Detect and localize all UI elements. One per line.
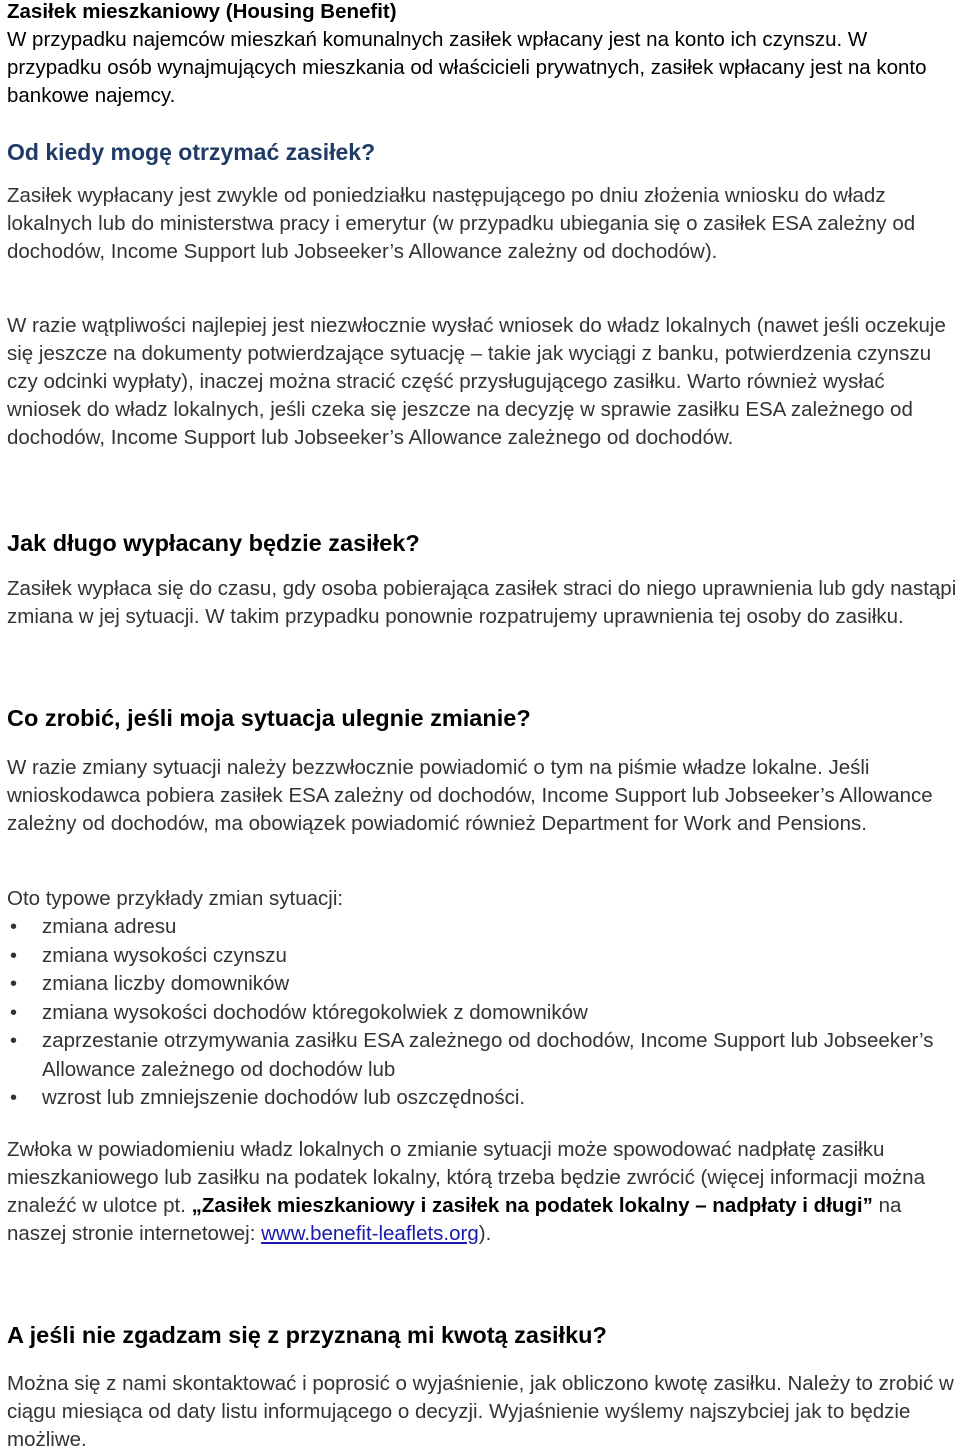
- housing-text: W przypadku najemców mieszkań komunalnych zasiłek wpłacany jest na konto ich czynszu. W przypadku osób wynajmujących mieszkania od właścicieli prywatnych, zasiłek wpłacany jest na konto bankowe najemcy.: [7, 28, 927, 107]
- leaflet-title: „Zasiłek mieszkaniowy i zasiłek na podatek lokalny – nadpłaty i długi”: [191, 1194, 873, 1217]
- how-long-body: [7, 575, 957, 631]
- change-heading: Co zrobić, jeśli moja sytuacja ulegnie zmianie?: [7, 705, 531, 731]
- disagree-text: Można się z nami skontaktować i poprosić o wyjaśnienie, jak obliczono kwotę zasiłku. Należy to zrobić w ciągu miesiąca od daty listu informującego o decyzji. Wyjaśnienie wyślemy najszybciej jak to będzie możliwe.: [7, 1372, 954, 1451]
- change-para2: Zwłoka w powiadomieniu władz lokalnych o zmianie sytuacji może spowodować nadpłatę zasiłku mieszkaniowego lub zasiłku na podatek lokalny, którą trzeba będzie zwrócić (więcej informacji można znaleźć w ulotce pt. „Zasiłek mieszkaniowy i zasiłek na podatek lokalny – nadpłaty i długi” na naszej stronie internetowej: www.benefit-leaflets.org).: [7, 1138, 925, 1245]
- change-list-block: [7, 885, 957, 1113]
- housing-section: [7, 0, 957, 110]
- how-long-text: Zasiłek wypłaca się do czasu, gdy osoba pobierająca zasiłek straci do niego uprawnienia lub gdy nastąpi zmiana w jej sytuacji. W takim przypadku ponownie rozpatrujemy uprawnienia tej osoby do zasiłku.: [7, 577, 957, 628]
- list-item: • zaprzestanie otrzymywania zasiłku ESA zależnego od dochodów, Income Support lub Jobseeker’s Allowance zależnego od dochodów lub: [10, 1029, 934, 1081]
- disagree-body: [7, 1370, 957, 1454]
- from-when-body-2: [7, 312, 957, 452]
- change-body: [7, 754, 957, 838]
- bullet-icon: •: [10, 916, 18, 938]
- from-when-para2: W razie wątpliwości najlepiej jest niezwłocznie wysłać wniosek do władz lokalnych (nawet jeśli oczekuje się jeszcze na dokumenty potwierdzające sytuację – takie jak wyciągi z banku, potwierdzenia czynszu czy odcinki wypłaty), inaczej można stracić część przysługującego zasiłku. Warto również wysłać wniosek do władz lokalnych, jeśli czeka się jeszcze na decyzję w sprawie zasiłku ESA zależnego od dochodów, Income Support lub Jobseeker’s Allowance zależnego od dochodów.: [7, 314, 946, 449]
- bullet-icon: •: [10, 973, 18, 995]
- change-section: [7, 703, 957, 733]
- disagree-section: [7, 1320, 957, 1350]
- list-item: • zmiana liczby domowników: [7, 970, 957, 999]
- how-long-section: [7, 528, 957, 558]
- list-item: • zmiana wysokości czynszu: [7, 942, 957, 971]
- list-item: • zmiana adresu: [7, 913, 957, 942]
- housing-title: Zasiłek mieszkaniowy (Housing Benefit): [7, 0, 397, 23]
- list-item: • zmiana wysokości dochodów któregokolwiek z domowników: [7, 999, 957, 1028]
- change-body-2: [7, 1136, 957, 1248]
- from-when-section: [7, 138, 957, 166]
- bullet-icon: •: [10, 1001, 18, 1024]
- change-examples-list: [7, 913, 957, 1113]
- how-long-heading: Jak długo wypłacany będzie zasiłek?: [7, 530, 420, 556]
- bullet-icon: •: [10, 944, 18, 967]
- bullet-icon: •: [10, 1087, 18, 1109]
- benefit-leaflets-link[interactable]: www.benefit-leaflets.org: [261, 1222, 479, 1245]
- change-para1: W razie zmiany sytuacji należy bezzwłocznie powiadomić o tym na piśmie władze lokalne. Jeśli wnioskodawca pobiera zasiłek ESA zależny od dochodów, Income Support lub Jobseeker’s Allowance zależny od dochodów, ma obowiązek powiadomić również Department for Work and Pensions.: [7, 756, 933, 835]
- from-when-heading: Od kiedy mogę otrzymać zasiłek?: [7, 139, 376, 165]
- disagree-heading: A jeśli nie zgadzam się z przyznaną mi kwotą zasiłku?: [7, 1322, 607, 1348]
- bullet-icon: •: [10, 1030, 18, 1052]
- from-when-para1: Zasiłek wypłacany jest zwykle od poniedziałku następującego po dniu złożenia wniosku do władz lokalnych lub do ministerstwa pracy i emerytur (w przypadku ubiegania się o zasiłek ESA zależny od dochodów, Income Support lub Jobseeker’s Allowance zależny od dochodów).: [7, 184, 916, 263]
- from-when-body: [7, 182, 957, 266]
- list-item: • wzrost lub zmniejszenie dochodów lub oszczędności.: [7, 1084, 957, 1113]
- change-list-intro: Oto typowe przykłady zmian sytuacji:: [7, 887, 344, 910]
